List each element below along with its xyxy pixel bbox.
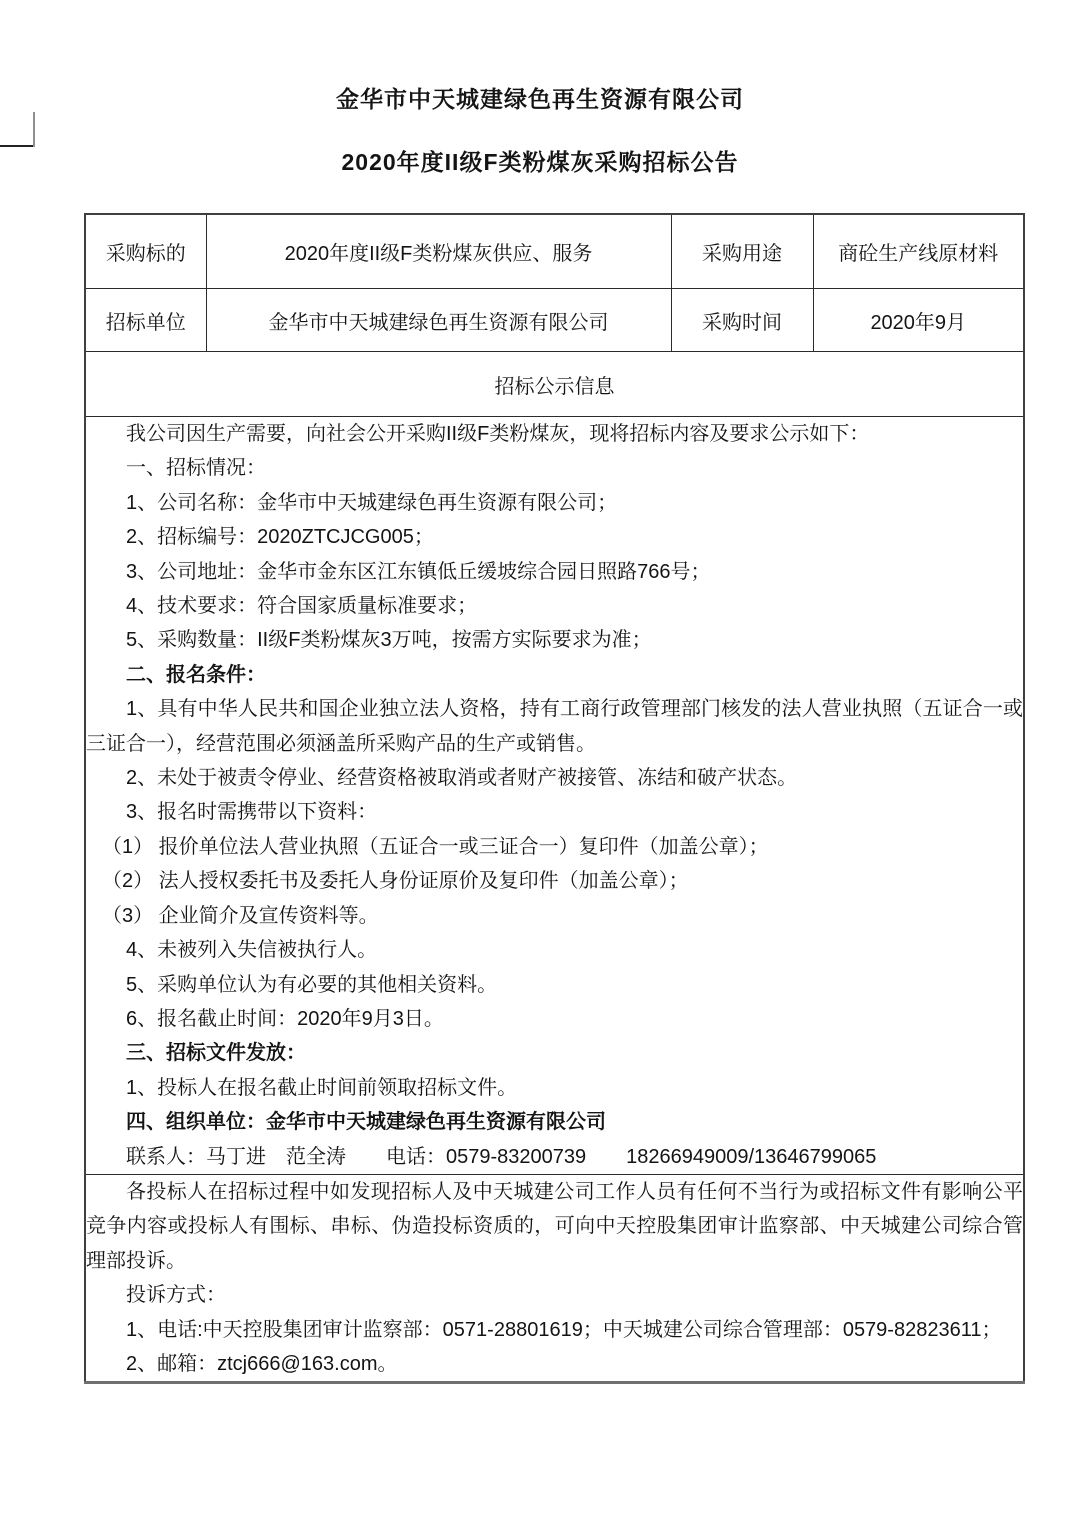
doc-title-company: 金华市中天城建绿色再生资源有限公司 <box>336 86 744 112</box>
intro-paragraph: 我公司因生产需要，向社会公开采购II级F类粉煤灰，现将招标内容及要求公示如下： <box>126 423 870 445</box>
value-procurement-time: 2020年9月 <box>813 289 1024 352</box>
notice-body-row <box>85 417 1024 1175</box>
value-tender-unit: 金华市中天城建绿色再生资源有限公司 <box>206 289 671 352</box>
quantity-item: 5、采购数量：II级F类粉煤灰3万吨，按需方实际要求为准； <box>126 629 652 652</box>
section-header-title: 招标公示信息 <box>85 352 1024 417</box>
meta-row-subject <box>85 214 1024 289</box>
company-address-item: 3、公司地址：金华市金东区江东镇低丘缓坡综合园日照路766号； <box>126 560 711 583</box>
label-procurement-subject: 采购标的 <box>85 214 206 289</box>
deadline-item: 6、报名截止时间：2020年9月3日。 <box>126 1007 444 1030</box>
qualification-item-2: 2、未处于被责令停业、经营资格被取消或者财产被接管、冻结和破产状态。 <box>126 767 798 790</box>
material-item-2: （2） 法人授权委托书及委托人身份证原价及复印件（加盖公章）； <box>102 870 689 893</box>
value-procurement-purpose: 商砼生产线原材料 <box>813 214 1024 289</box>
value-procurement-subject: 2020年度II级F类粉煤灰供应、服务 <box>206 214 671 289</box>
complaint-cell <box>85 1174 1024 1382</box>
tender-info-table <box>84 213 1025 1384</box>
tech-requirement-item: 4、技术要求：符合国家质量标准要求； <box>126 595 478 618</box>
meta-row-tender-unit <box>85 289 1024 352</box>
section1-heading: 一、招标情况： <box>126 457 266 480</box>
qualification-item-3: 3、报名时需携带以下资料： <box>126 801 378 824</box>
qualification-item-1: 1、具有中华人民共和国企业独立法人资格，持有工商行政管理部门核发的法人营业执照（五证合一或三证合一），经营范围必须涵盖所采购产品的生产或销售。 <box>86 698 1023 755</box>
qualification-item-5: 5、采购单位认为有必要的其他相关资料。 <box>126 973 498 996</box>
label-procurement-time: 采购时间 <box>671 289 813 352</box>
section3-heading: 三、招标文件发放： <box>126 1042 306 1065</box>
crop-mark-vertical <box>33 112 35 147</box>
complaint-method-label: 投诉方式： <box>126 1284 226 1307</box>
crop-mark-horizontal <box>0 145 35 147</box>
label-tender-unit: 招标单位 <box>85 289 206 352</box>
label-procurement-purpose: 采购用途 <box>671 214 813 289</box>
complaint-phone-item: 1、电话:中天控股集团审计监察部：0571-28801619；中天城建公司综合管理部：0579-82823611； <box>126 1318 1002 1341</box>
complaint-email-item: 2、邮箱：ztcj666@163.com。 <box>126 1352 398 1375</box>
tender-number-item: 2、招标编号：2020ZTCJCG005； <box>126 526 434 549</box>
complaint-row <box>85 1174 1024 1382</box>
complaint-paragraph: 各投标人在招标过程中如发现招标人及中天城建公司工作人员有任何不当行为或招标文件有影响公平竞争内容或投标人有围标、串标、伪造投标资质的，可向中天控股集团审计监察部、中天城建公司综合管理部投诉。 <box>86 1180 1023 1272</box>
company-name-item: 1、公司名称：金华市中天城建绿色再生资源有限公司； <box>126 491 618 514</box>
notice-body-cell <box>85 417 1024 1175</box>
doc-title-announcement: 2020年度II级F类粉煤灰采购招标公告 <box>341 149 739 175</box>
section2-heading: 二、报名条件： <box>126 663 266 686</box>
qualification-item-4: 4、未被列入失信被执行人。 <box>126 939 378 962</box>
section-header-row <box>85 352 1024 417</box>
material-item-1: （1） 报价单位法人营业执照（五证合一或三证合一）复印件（加盖公章）； <box>102 835 769 858</box>
document-release-item: 1、投标人在报名截止时间前领取招标文件。 <box>126 1076 518 1099</box>
document-page <box>0 84 1080 1530</box>
material-item-3: （3） 企业简介及宣传资料等。 <box>102 904 379 927</box>
section4-organizer: 四、组织单位：金华市中天城建绿色再生资源有限公司 <box>126 1111 606 1134</box>
contact-line: 联系人：马丁进 范全涛 电话：0579-83200739 18266949009/13646799065 <box>126 1145 877 1168</box>
